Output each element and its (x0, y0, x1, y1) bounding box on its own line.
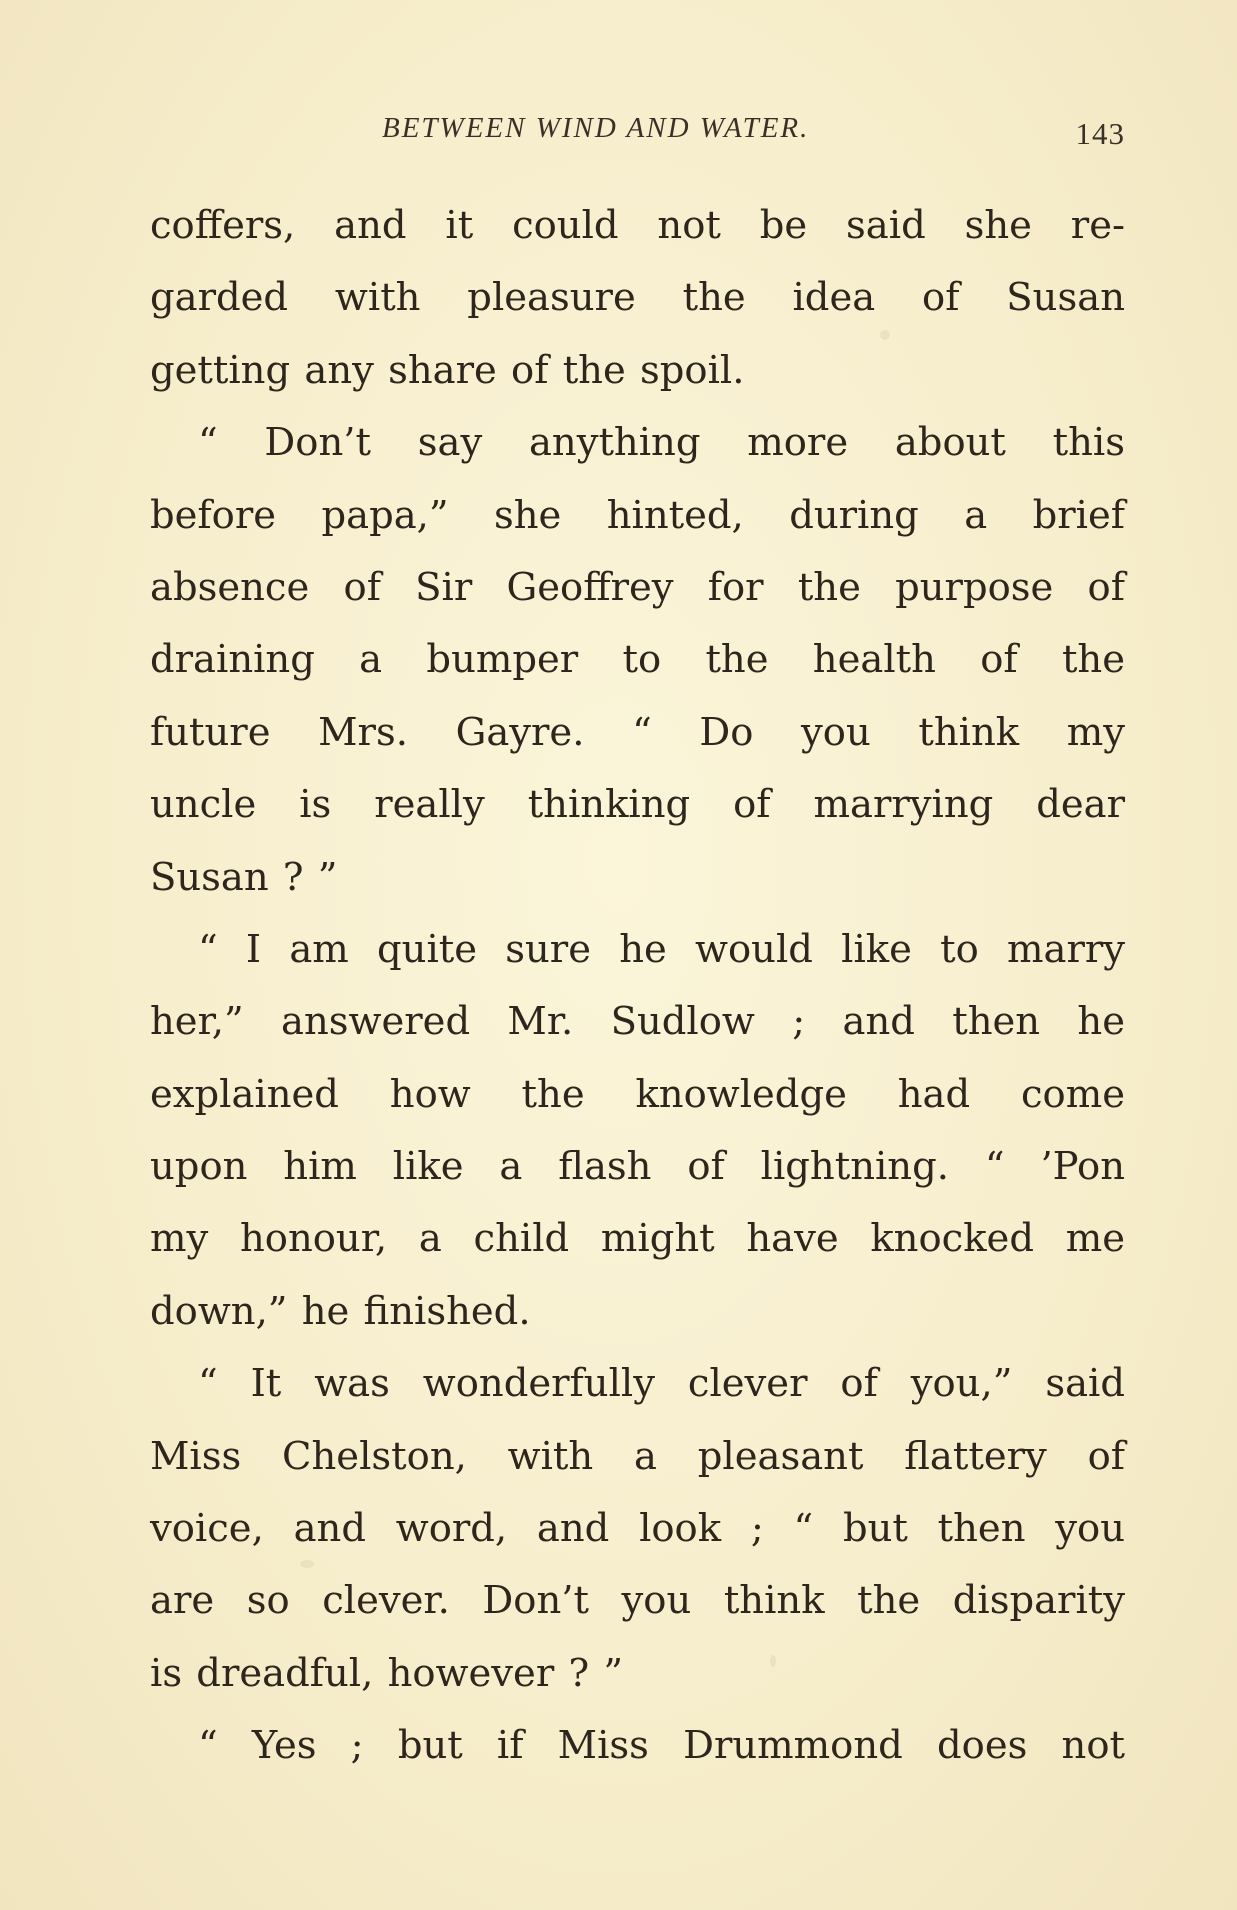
text-line: getting any share of the spoil. (150, 347, 745, 393)
text-line: explained how the knowledge had come (150, 1071, 1125, 1117)
text-line: my honour, a child might have knocked me (150, 1216, 1125, 1262)
text-line: draining a bumper to the health of the (150, 637, 1125, 683)
text-line: “ I am quite sure he would like to marry (198, 926, 1125, 972)
text-line: down,” he finished. (150, 1288, 531, 1334)
text-line: her,” answered Mr. Sudlow ; and then he (150, 999, 1125, 1045)
text-line: garded with pleasure the idea of Susan (150, 275, 1125, 321)
running-head (150, 112, 1125, 152)
text-line: before papa,” she hinted, during a brief (150, 492, 1125, 538)
text-line: Susan ? ” (150, 854, 338, 900)
text-line: future Mrs. Gayre. “ Do you think my (150, 709, 1125, 755)
text-line: “ It was wonderfully clever of you,” said (198, 1361, 1125, 1407)
text-line: voice, and word, and look ; “ but then you (150, 1506, 1125, 1552)
text-line: absence of Sir Geoffrey for the purpose of (150, 564, 1125, 610)
text-line: coffers, and it could not be said she re- (150, 203, 1125, 248)
text-line: are so clever. Don’t you think the disparity (150, 1578, 1125, 1624)
text-line: “ Don’t say anything more about this (198, 420, 1125, 466)
text-line: “ Yes ; but if Miss Drummond does not (198, 1723, 1125, 1769)
text-line: is dreadful, however ? ” (150, 1650, 624, 1696)
running-title: BETWEEN WIND AND WATER. (382, 112, 810, 144)
text-line: Miss Chelston, with a pleasant flattery of (150, 1433, 1125, 1479)
text-line: uncle is really thinking of marrying dear (150, 782, 1125, 828)
body-text (150, 190, 1125, 1783)
page-number: 143 (1075, 116, 1125, 151)
text-line: upon him like a flash of lightning. “ ’Pon (150, 1144, 1125, 1190)
